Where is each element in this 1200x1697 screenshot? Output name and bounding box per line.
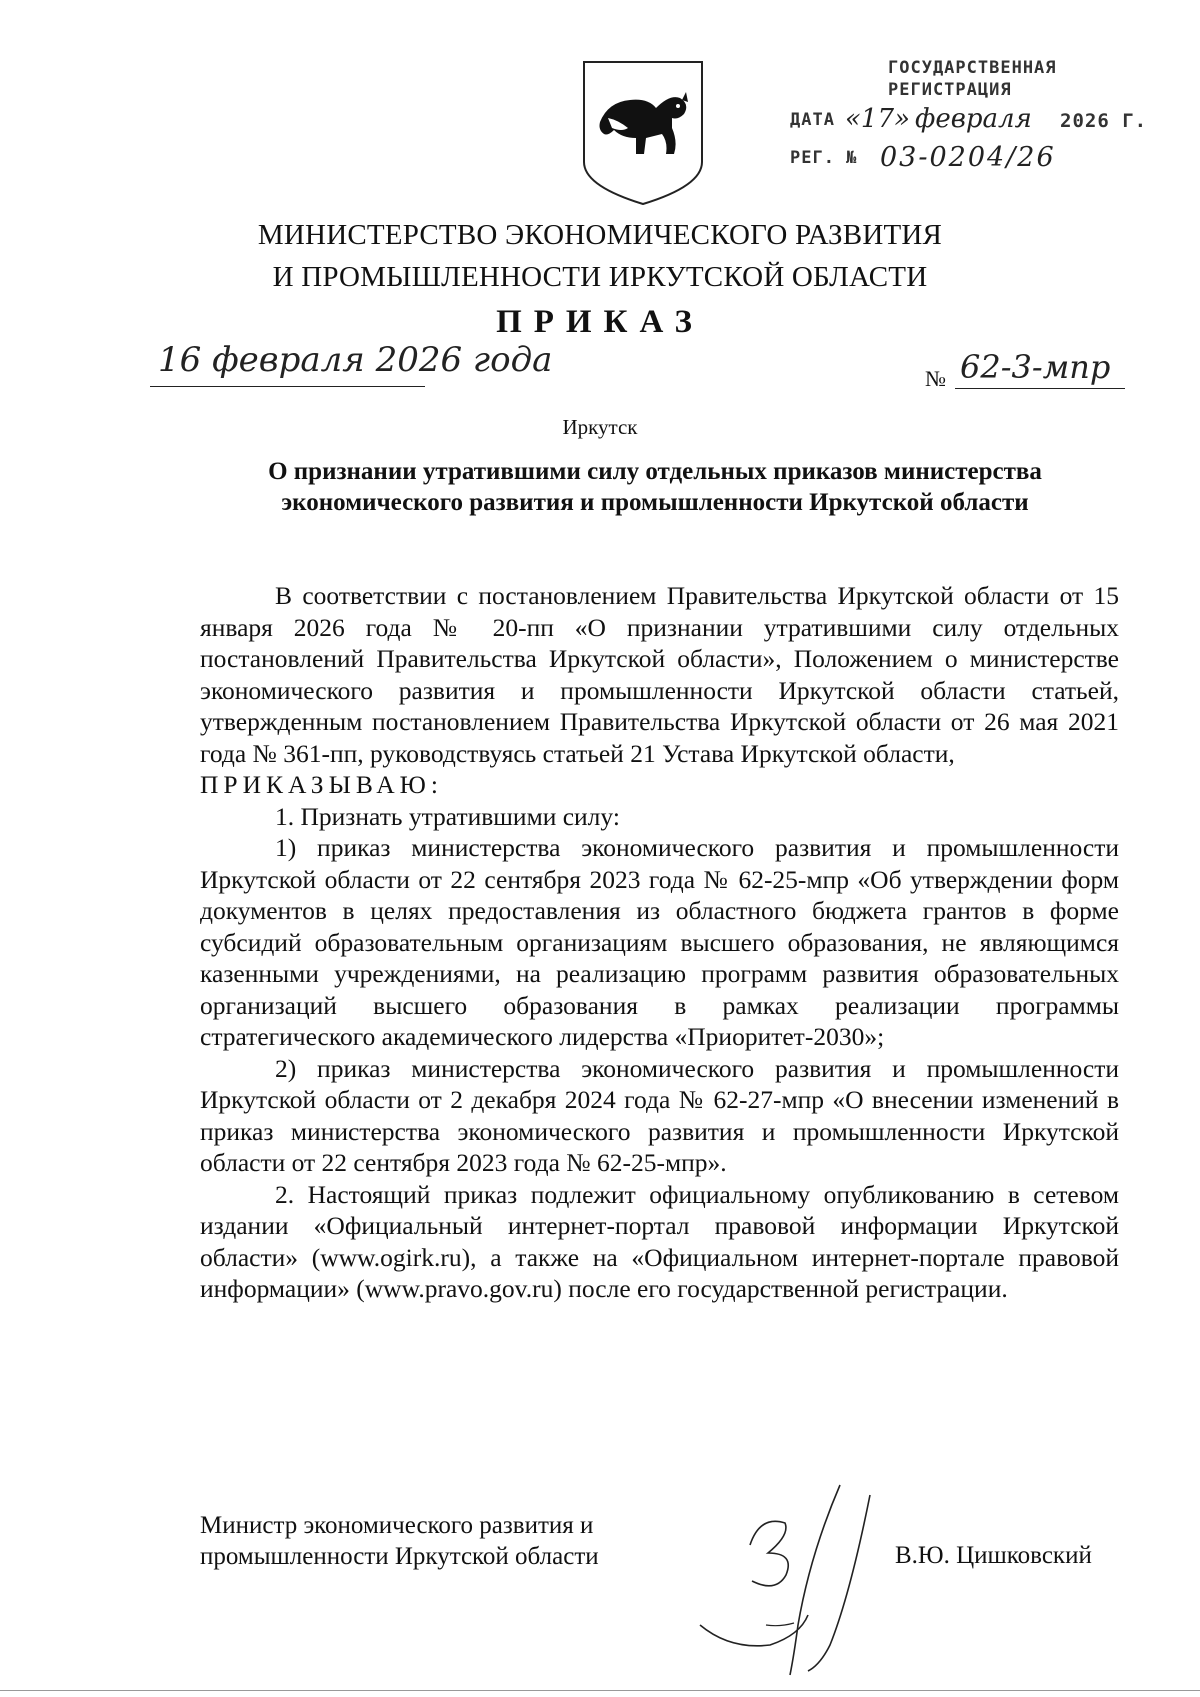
item-1-subitem-1: 1) приказ министерства экономического развития и промышленности Иркутской области от 22 сентября 2023 года № 62-25-мпр «Об утверждении форм документов в целях предоставления из областного бюджета грантов в форме субсидий образовательным организациям высшего образования, не являющимся казенными учреждениями, на реализацию программ развития образовательных организаций высшего образования в рамках реализации программы стратегического академического лидерства «Приоритет-2030»; (200, 833, 1119, 1051)
stamp-date-month: февраля (915, 104, 1032, 134)
order-date: 16 февраля 2026 года (158, 340, 553, 380)
order-body (200, 580, 1119, 1305)
stamp-line-1: ГОСУДАРСТВЕННАЯ (888, 58, 1057, 78)
document-type: ПРИКАЗ (496, 304, 704, 340)
date-underline (150, 386, 425, 387)
stamp-date-label: ДАТА (790, 110, 835, 130)
order-number: 62-3-мпр (960, 348, 1111, 386)
ministry-line-1: МИНИСТЕРСТВО ЭКОНОМИЧЕСКОГО РАЗВИТИЯ (257, 219, 943, 251)
order-word: ПРИКАЗЫВАЮ: (200, 770, 443, 799)
stamp-date-day: «17» (845, 104, 910, 134)
stamp-line-2: РЕГИСТРАЦИЯ (888, 80, 1012, 100)
signatory-position-line-2: промышленности Иркутской области (200, 1543, 599, 1570)
ministry-line-2: И ПРОМЫШЛЕННОСТИ ИРКУТСКОЙ ОБЛАСТИ (272, 261, 928, 293)
signatory-name: В.Ю. Цишковский (895, 1542, 1092, 1569)
preamble: В соответствии с постановлением Правительства Иркутской области от 15 января 2026 года № 20-пп «О признании утратившими силу отдельных постановлений Правительства Иркутской области», Положением о министерстве экономического развития и промышленности Иркутской области статьей, утвержденным постановлением Правительства Иркутской области от 26 мая 2021 года № 361-пп, руководствуясь статьей 21 Устава Иркутской области, (200, 581, 1119, 768)
coat-of-arms-icon (578, 58, 708, 206)
order-subject: О признании утратившими силу отдельных приказов министерства экономического развития и промышленности Иркутской области (268, 458, 1042, 516)
item-2: 2. Настоящий приказ подлежит официальному опубликованию в сетевом издании «Официальный интернет-портал правовой информации Иркутской области» (www.ogirk.ru), а также на «Официальном интернет-портале правовой информации» (www.pravo.gov.ru) после его государственной регистрации. (200, 1179, 1119, 1303)
signatory-position-line-1: Министр экономического развития и (200, 1512, 594, 1539)
number-underline (955, 388, 1125, 389)
ministry-name (0, 214, 1200, 298)
stamp-reg-number: 03-0204/26 (880, 142, 1056, 173)
item-1-subitem-2: 2) приказ министерства экономического развития и промышленности Иркутской области от 2 декабря 2024 года № 62-27-мпр «О внесении изменений в приказ министерства экономического развития и промышленности Иркутской области от 22 сентября 2023 года № 62-25-мпр». (200, 1053, 1119, 1177)
item-1-title: 1. Признать утратившими силу: (275, 801, 620, 831)
city: Иркутск (562, 415, 638, 439)
bottom-rule (0, 1690, 1200, 1691)
handwritten-signature-icon (690, 1475, 880, 1685)
order-number-label: № (925, 366, 946, 391)
stamp-reg-label: РЕГ. № (790, 148, 858, 168)
stamp-date-year: 2026 Г. (1060, 110, 1148, 132)
signatory-position (200, 1510, 599, 1572)
